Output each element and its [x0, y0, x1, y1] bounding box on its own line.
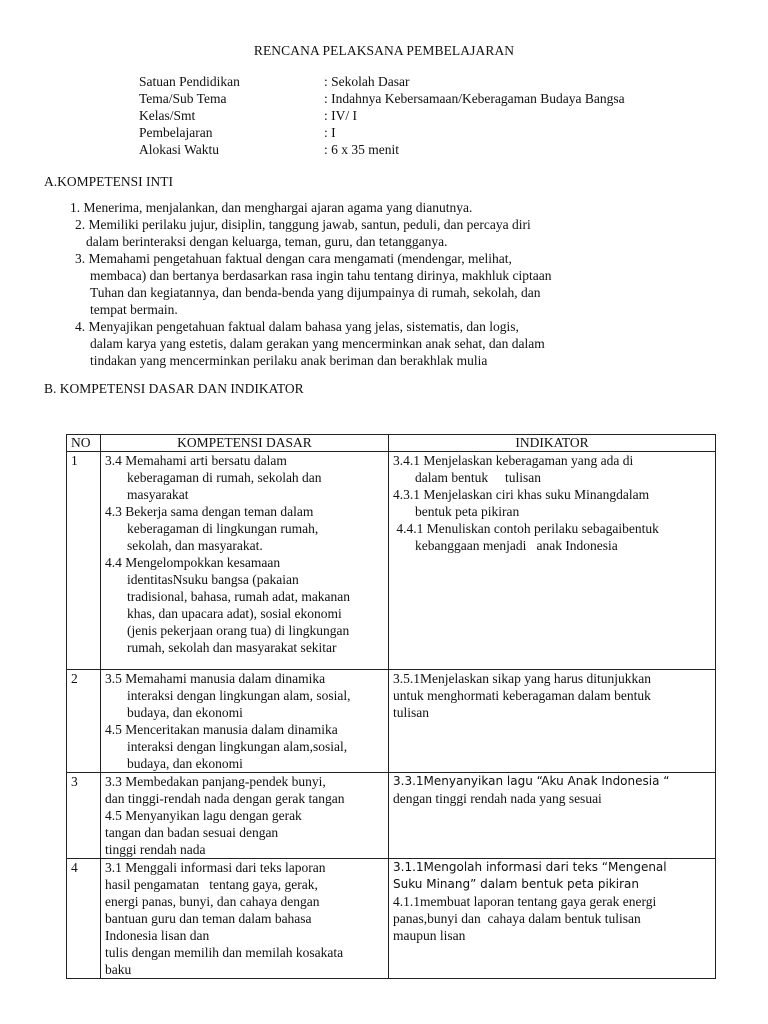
kd-line: sekolah, dan masyarakat.: [127, 538, 263, 553]
kd-line: keberagaman di lingkungan rumah,: [127, 521, 319, 536]
table-row: [67, 452, 716, 670]
ind-line: dalam bentuk tulisan: [415, 470, 541, 485]
ind-line: maupun lisan: [393, 928, 466, 943]
ki-line: tindakan yang mencerminkan perilaku anak beriman dan berakhlak mulia: [90, 353, 488, 368]
identity-value: : Indahnya Kebersamaan/Keberagaman Budaya Bangsa: [324, 91, 625, 106]
row-no: 4: [67, 859, 101, 979]
kd-line: baku: [105, 962, 132, 977]
row-no: 1: [67, 452, 101, 670]
row-kd: [101, 670, 389, 773]
row-no: 2: [67, 670, 101, 773]
kd-line: tradisional, bahasa, rumah adat, makanan: [127, 589, 351, 604]
kd-line: khas, dan upacara adat), sosial ekonomi: [127, 606, 342, 621]
row-kd: [101, 773, 389, 859]
identity-block: [139, 73, 625, 158]
identity-value: : I: [324, 125, 336, 140]
ind-line: kebanggaan menjadi anak Indonesia: [415, 538, 618, 553]
ki-line: dalam karya yang estetis, dalam gerakan yang mencerminkan anak sehat, dan dalam: [90, 336, 545, 351]
ki-line: dalam berinteraksi dengan keluarga, teman, guru, dan tetangganya.: [86, 234, 448, 249]
ki-line: 1. Menerima, menjalankan, dan menghargai ajaran agama yang dianutnya.: [70, 200, 473, 215]
ki-line: Tuhan dan kegiatannya, dan benda-benda yang dijumpainya di rumah, sekolah, dan: [90, 285, 541, 300]
ki-item: [66, 250, 666, 318]
identity-label: Tema/Sub Tema: [139, 91, 227, 106]
identity-row: [139, 107, 625, 124]
identity-label: Alokasi Waktu: [139, 142, 220, 157]
ind-line: 4.1.1membuat laporan tentang gaya gerak energi: [393, 894, 657, 909]
kd-line: 3.1 Menggali informasi dari teks laporan: [105, 860, 326, 875]
row-indikator: [389, 773, 716, 859]
ind-line: Suku Minang” dalam bentuk peta pikiran: [393, 877, 639, 891]
identity-value: : IV/ I: [324, 108, 357, 123]
ki-line: membaca) dan bertanya berdasarkan rasa ingin tahu tentang dirinya, makhluk ciptaan: [90, 268, 552, 283]
kd-line: 3.4 Memahami arti bersatu dalam: [105, 453, 287, 468]
kd-line: 4.5 Menyanyikan lagu dengan gerak: [105, 808, 302, 823]
kd-indikator-table: [66, 434, 716, 979]
kd-line: budaya, dan ekonomi: [127, 705, 243, 720]
kd-line: 4.5 Menceritakan manusia dalam dinamika: [105, 722, 338, 737]
kd-line: energi panas, bunyi, dan cahaya dengan: [105, 894, 320, 909]
ki-line: tempat bermain.: [90, 302, 178, 317]
row-kd: [101, 452, 389, 670]
kd-line: tinggi rendah nada: [105, 842, 206, 857]
row-no: 3: [67, 773, 101, 859]
kd-line: Indonesia lisan dan: [105, 928, 210, 943]
ki-line: 2. Memiliki perilaku jujur, disiplin, tanggung jawab, santun, peduli, dan percaya diri: [75, 217, 531, 232]
kd-line: 4.3 Bekerja sama dengan teman dalam: [105, 504, 314, 519]
identity-label: Satuan Pendidikan: [139, 74, 240, 89]
identity-value: : 6 x 35 menit: [324, 142, 399, 157]
ki-item: [66, 216, 666, 250]
ind-line: 3.4.1 Menjelaskan keberagaman yang ada di: [393, 453, 634, 468]
kd-line: 3.3 Membedakan panjang-pendek bunyi,: [105, 774, 326, 789]
table-row: [67, 859, 716, 979]
ind-line: 4.4.1 Menuliskan contoh perilaku sebagaibentuk: [393, 521, 659, 536]
kd-line: keberagaman di rumah, sekolah dan: [127, 470, 322, 485]
identity-row: [139, 141, 625, 158]
identity-value: : Sekolah Dasar: [324, 74, 410, 89]
kd-line: identitasNsuku bangsa (pakaian: [127, 572, 299, 587]
kd-line: interaksi dengan lingkungan alam,sosial,: [127, 739, 348, 754]
kd-line: tulis dengan memilih dan memilah kosakata: [105, 945, 344, 960]
row-indikator: [389, 452, 716, 670]
ind-line: 3.1.1Mengolah informasi dari teks “Mengenal: [393, 860, 667, 874]
ind-line: tulisan: [393, 705, 429, 720]
ind-line: bentuk peta pikiran: [415, 504, 520, 519]
identity-row: [139, 124, 625, 141]
ki-item: [66, 199, 666, 216]
identity-label: Kelas/Smt: [139, 108, 196, 123]
table-row: [67, 670, 716, 773]
ind-line: 4.3.1 Menjelaskan ciri khas suku Minangdalam: [393, 487, 650, 502]
kd-line: (jenis pekerjaan orang tua) di lingkungan: [127, 623, 350, 638]
row-indikator: [389, 859, 716, 979]
ind-line: untuk menghormati keberagaman dalam bentuk: [393, 688, 651, 703]
kd-line: tangan dan badan sesuai dengan: [105, 825, 279, 840]
row-kd: [101, 859, 389, 979]
header-kd: KOMPETENSI DASAR: [101, 435, 389, 452]
header-indikator: INDIKATOR: [389, 435, 716, 452]
kd-line: masyarakat: [127, 487, 189, 502]
table-header-row: [67, 435, 716, 452]
ind-line: panas,bunyi dan cahaya dalam bentuk tulisan: [393, 911, 641, 926]
document-title: RENCANA PELAKSANA PEMBELAJARAN: [253, 43, 515, 58]
kd-line: 3.5 Memahami manusia dalam dinamika: [105, 671, 326, 686]
ind-line: 3.3.1Menyanyikan lagu “Aku Anak Indonesia “: [393, 774, 670, 788]
identity-row: [139, 73, 625, 90]
kd-line: interaksi dengan lingkungan alam, sosial,: [127, 688, 351, 703]
kd-line: bantuan guru dan teman dalam bahasa: [105, 911, 312, 926]
ki-line: 3. Memahami pengetahuan faktual dengan cara mengamati (mendengar, melihat,: [75, 251, 512, 266]
identity-row: [139, 90, 625, 107]
ki-line: 4. Menyajikan pengetahuan faktual dalam bahasa yang jelas, sistematis, dan logis,: [75, 319, 519, 334]
kd-line: dan tinggi-rendah nada dengan gerak tangan: [105, 791, 345, 806]
kd-line: budaya, dan ekonomi: [127, 756, 243, 771]
section-a-heading: A.KOMPETENSI INTI: [44, 174, 173, 189]
kd-line: hasil pengamatan tentang gaya, gerak,: [105, 877, 318, 892]
table-row: [67, 773, 716, 859]
kd-line: 4.4 Mengelompokkan kesamaan: [105, 555, 281, 570]
kompetensi-inti-list: [66, 199, 666, 369]
row-indikator: [389, 670, 716, 773]
kd-line: rumah, sekolah dan masyarakat sekitar: [127, 640, 337, 655]
header-no: NO: [67, 435, 101, 452]
identity-label: Pembelajaran: [139, 125, 213, 140]
section-b-heading: B. KOMPETENSI DASAR DAN INDIKATOR: [44, 381, 304, 396]
ki-item: [66, 318, 666, 369]
ind-line: 3.5.1Menjelaskan sikap yang harus ditunjukkan: [393, 671, 651, 686]
ind-line: dengan tinggi rendah nada yang sesuai: [393, 791, 602, 806]
